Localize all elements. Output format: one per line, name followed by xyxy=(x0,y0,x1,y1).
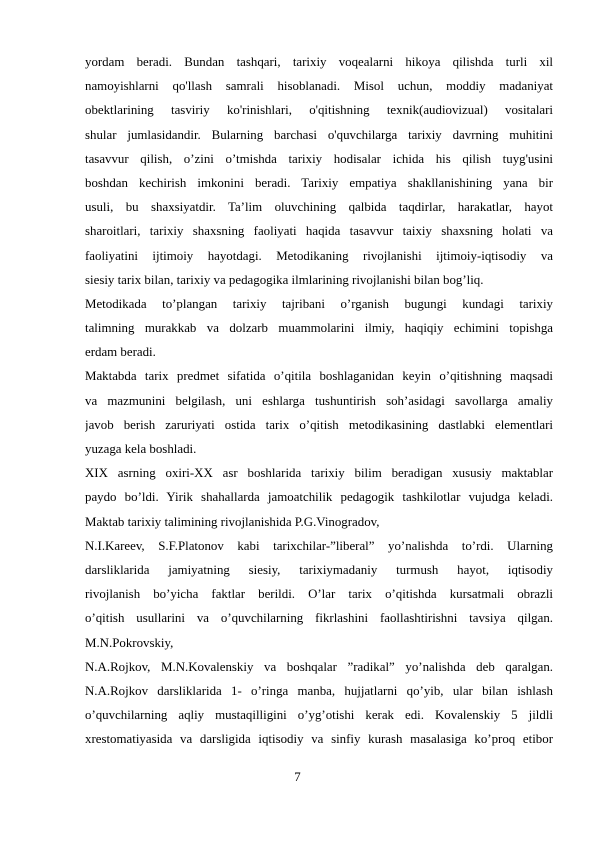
text-line: boshdan kechirish imkonini beradi. Tarixiy empatiya shakllanishining yana bir xyxy=(85,175,553,190)
text-line: yordam beradi. Bundan tashqari, tarixiy voqealarni hikoya qilishda turli xil xyxy=(85,55,553,69)
text-line: siesiy tarix bilan, tarixiy va pedagogika ilmlarining rivojlanishi bilan bog’liq. xyxy=(85,272,484,287)
text-line: sharoitlari, tarixiy shaxsning faoliyati haqida tasavvur taixiy shaxsning holati va xyxy=(85,224,553,239)
text-line: M.N.Pokrovskiy, xyxy=(85,635,174,650)
text-line: N.A.Rojkov darsliklarida 1- o’ringa manba, hujjatlarni qo’yib, ular bilan ishlash xyxy=(85,683,553,698)
text-line: o’quvchilarning aqliy mustaqilligini o’yg’otishi kerak edi. Kovalenskiy 5 jildli xyxy=(85,708,553,723)
document-body xyxy=(85,50,553,751)
text-line: o’qitish usullarini va o’quvchilarning fikrlashini faollashtirishni tavsiya qilgan. xyxy=(85,611,553,626)
text-line: darsliklarida jamiyatning siesiy, tarixiymadaniy turmush hayot, iqtisodiy xyxy=(85,562,553,577)
text-line: obektlarining tasviriy ko'rinishlari, o'qitishning texnik(audiovizual) vositalari xyxy=(85,103,553,118)
text-line: shular jumlasidandir. Bularning barchasi o'quvchilarga tarixiy davrning muhitini xyxy=(85,127,553,142)
text-line: N.A.Rojkov, M.N.Kovalenskiy va boshqalar ”radikal” yo’nalishda deb qaralgan. xyxy=(85,659,553,674)
text-line: namoyishlarni qo'llash samrali hisoblanadi. Misol uchun, moddiy madaniyat xyxy=(85,79,553,94)
text-line: XIX asrning oxiri-XX asr boshlarida tarixiy bilim beradigan xususiy maktablar xyxy=(85,466,553,481)
text-line: usuli, bu shaxsiyatdir. Ta’lim oluvchining qalbida taqdirlar, harakatlar, hayot xyxy=(85,200,553,215)
text-line: tasavvur qilish, o’zini o’tmishda tarixiy hodisalar ichida his qilish tuyg'usini xyxy=(85,151,553,166)
page-number: 7 xyxy=(294,770,301,784)
text-line: erdam beradi. xyxy=(85,345,156,360)
text-line: rivojlanish bo’yicha faktlar berildi. O’lar tarix o’qitishda kursatmali obrazli xyxy=(85,587,553,602)
text-line: faoliyatini ijtimoiy hayotdagi. Metodikaning rivojlanishi ijtimoiy-iqtisodiy va xyxy=(85,248,553,263)
text-line: va mazmunini belgilash, uni eshlarga tushuntirish soh’asidagi savollarga amaliy xyxy=(85,393,553,408)
text-line: Metodikada to’plangan tarixiy tajribani o’rganish bugungi kundagi tarixiy xyxy=(85,296,553,311)
text-line: paydo bo’ldi. Yirik shahallarda jamoatchilik pedagogik tashkilotlar vujudga keladi. xyxy=(85,490,553,505)
text-line: Maktabda tarix predmet sifatida o’qitila boshlaganidan keyin o’qitishning maqsadi xyxy=(85,369,553,384)
text-line: N.I.Kareev, S.F.Platonov kabi tarixchilar-”liberal” yo’nalishda to’rdi. Ularning xyxy=(85,538,553,553)
text-line: talimning murakkab va dolzarb muammolarini ilmiy, haqiqiy echimini topishga xyxy=(85,321,553,336)
text-line: javob berish zaruriyati ostida tarix o’qitish metodikasining dastlabki elementlari xyxy=(85,417,553,432)
text-line: xrestomatiyasida va darsligida iqtisodiy va sinfiy kurash masalasiga ko’proq etibor xyxy=(85,732,553,747)
text-line: yuzaga kela boshladi. xyxy=(85,442,197,456)
text-line: Maktab tarixiy talimining rivojlanishida P.G.Vinogradov, xyxy=(85,514,380,529)
